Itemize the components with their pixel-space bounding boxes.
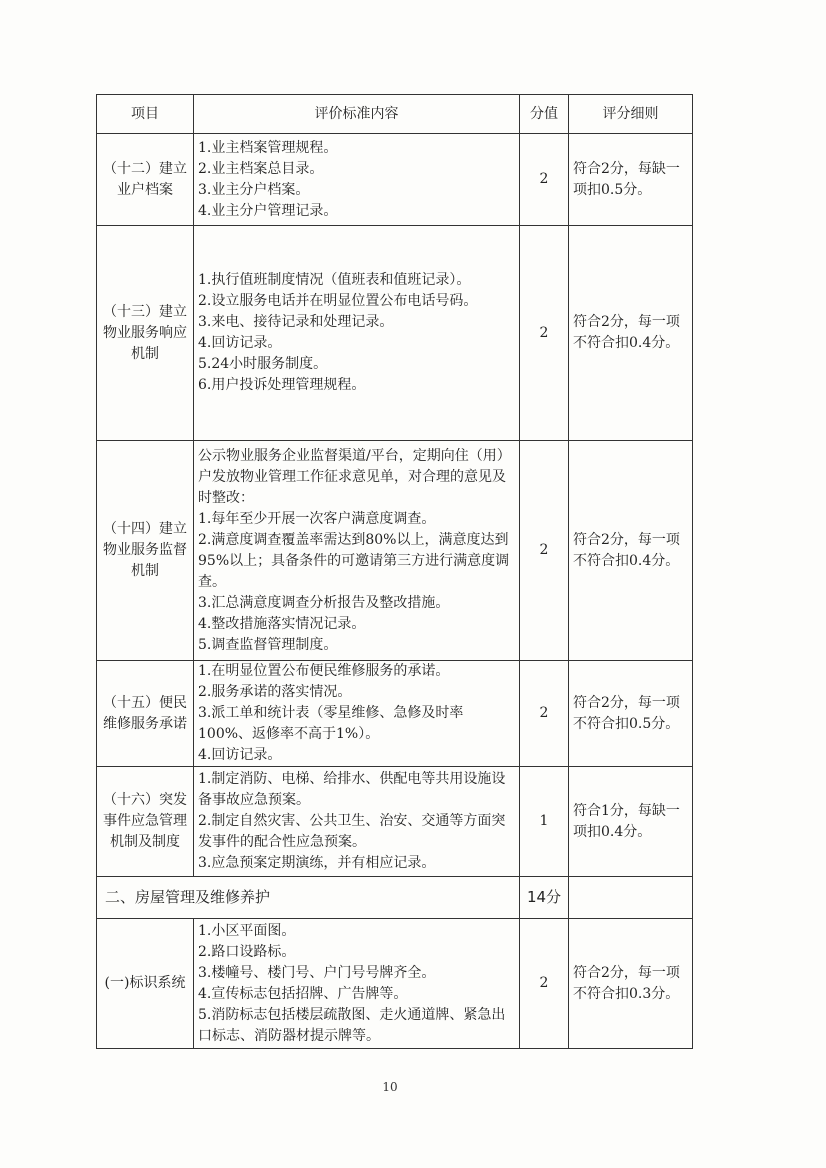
row-rule: 符合2分，每一项不符合扣0.4分。 xyxy=(569,226,693,441)
row-score: 1 xyxy=(520,767,569,877)
row-score: 2 xyxy=(520,226,569,441)
criteria-line: 2.制定自然灾害、公共卫生、治安、交通等方面突发事件的配合性应急预案。 xyxy=(198,813,506,850)
criteria-line: 2.设立服务电话并在明显位置公布电话号码。 xyxy=(198,293,478,309)
row-criteria xyxy=(194,919,520,1049)
row-item: （十三）建立物业服务响应机制 xyxy=(97,226,194,441)
header-item: 项目 xyxy=(97,95,194,134)
row-item: （十六）突发事件应急管理机制及制度 xyxy=(97,767,194,877)
row-criteria xyxy=(194,441,520,661)
row-item: （十二）建立业户档案 xyxy=(97,134,194,226)
header-criteria: 评价标准内容 xyxy=(194,95,520,134)
criteria-line: 1.每年至少开展一次客户满意度调查。 xyxy=(198,510,436,527)
row-score: 2 xyxy=(520,919,569,1049)
criteria-line: 2.满意度调查覆盖率需达到80%以上，满意度达到95%以上；具备条件的可邀请第三方进行满意度调查。 xyxy=(198,531,510,590)
criteria-line: 2.业主档案总目录。 xyxy=(198,160,324,177)
table-row xyxy=(97,661,693,767)
page-number: 10 xyxy=(382,1080,398,1094)
criteria-line: 3.汇总满意度调查分析报告及整改措施。 xyxy=(198,594,450,611)
header-rule: 评分细则 xyxy=(569,95,693,134)
criteria-line: 4.业主分户管理记录。 xyxy=(198,202,338,219)
criteria-line: 3.派工单和统计表（零星维修、急修及时率100%、返修率不高于1%）。 xyxy=(198,705,464,742)
section-row xyxy=(97,877,693,919)
row-rule: 符合2分，每缺一项扣0.5分。 xyxy=(569,134,693,226)
row-rule: 符合2分，每一项不符合扣0.4分。 xyxy=(569,441,693,661)
criteria-line: 4.回访记录。 xyxy=(198,335,282,351)
table-header-row xyxy=(97,95,693,134)
row-criteria xyxy=(194,134,520,226)
header-score: 分值 xyxy=(520,95,569,134)
criteria-line: 1.执行值班制度情况（值班表和值班记录）。 xyxy=(198,272,471,288)
table-row xyxy=(97,226,693,441)
criteria-line: 1.制定消防、电梯、给排水、供配电等共用设施设备事故应急预案。 xyxy=(198,771,506,808)
row-item: (一)标识系统 xyxy=(97,919,194,1049)
row-rule: 符合2分，每一项不符合扣0.5分。 xyxy=(569,661,693,767)
criteria-line: 3.来电、接待记录和处理记录。 xyxy=(198,314,394,330)
row-item: （十四）建立物业服务监督机制 xyxy=(97,441,194,661)
criteria-line: 4.整改措施落实情况记录。 xyxy=(198,615,366,632)
table-row xyxy=(97,919,693,1049)
criteria-line: 3.楼幢号、楼门号、户门号号牌齐全。 xyxy=(198,964,436,981)
row-rule: 符合2分，每一项不符合扣0.3分。 xyxy=(569,919,693,1049)
criteria-line: 1.小区平面图。 xyxy=(198,922,296,939)
criteria-line: 2.路口设路标。 xyxy=(198,943,296,960)
row-score: 2 xyxy=(520,661,569,767)
row-score: 2 xyxy=(520,441,569,661)
section-score: 14分 xyxy=(520,877,569,919)
section-title: 二、房屋管理及维修养护 xyxy=(97,877,520,919)
table-row xyxy=(97,134,693,226)
evaluation-table xyxy=(96,94,693,1049)
row-rule: 符合1分，每缺一项扣0.4分。 xyxy=(569,767,693,877)
criteria-line: 5.24小时服务制度。 xyxy=(198,356,328,372)
row-criteria xyxy=(194,767,520,877)
criteria-line: 4.回访记录。 xyxy=(198,747,282,763)
row-item: （十五）便民维修服务承诺 xyxy=(97,661,194,767)
row-score: 2 xyxy=(520,134,569,226)
criteria-line: 公示物业服务企业监督渠道/平台，定期向住（用）户发放物业管理工作征求意见单，对合理的意见及时整改： xyxy=(198,447,511,506)
row-criteria xyxy=(194,661,520,767)
criteria-line: 1.业主档案管理规程。 xyxy=(198,139,338,156)
criteria-line: 4.宣传标志包括招牌、广告牌等。 xyxy=(198,985,408,1002)
section-empty-cell xyxy=(569,877,693,919)
criteria-line: 2.服务承诺的落实情况。 xyxy=(198,684,352,700)
criteria-line: 5.调查监督管理制度。 xyxy=(198,636,338,653)
table-row xyxy=(97,441,693,661)
criteria-line: 3.业主分户档案。 xyxy=(198,181,310,198)
criteria-line: 1.在明显位置公布便民维修服务的承诺。 xyxy=(198,663,450,679)
criteria-line: 6.用户投诉处理管理规程。 xyxy=(198,377,366,393)
criteria-line: 5.消防标志包括楼层疏散图、走火通道牌、紧急出口标志、消防器材提示牌等。 xyxy=(198,1006,506,1044)
criteria-line: 3.应急预案定期演练，并有相应记录。 xyxy=(198,855,436,871)
row-criteria xyxy=(194,226,520,441)
table-row xyxy=(97,767,693,877)
